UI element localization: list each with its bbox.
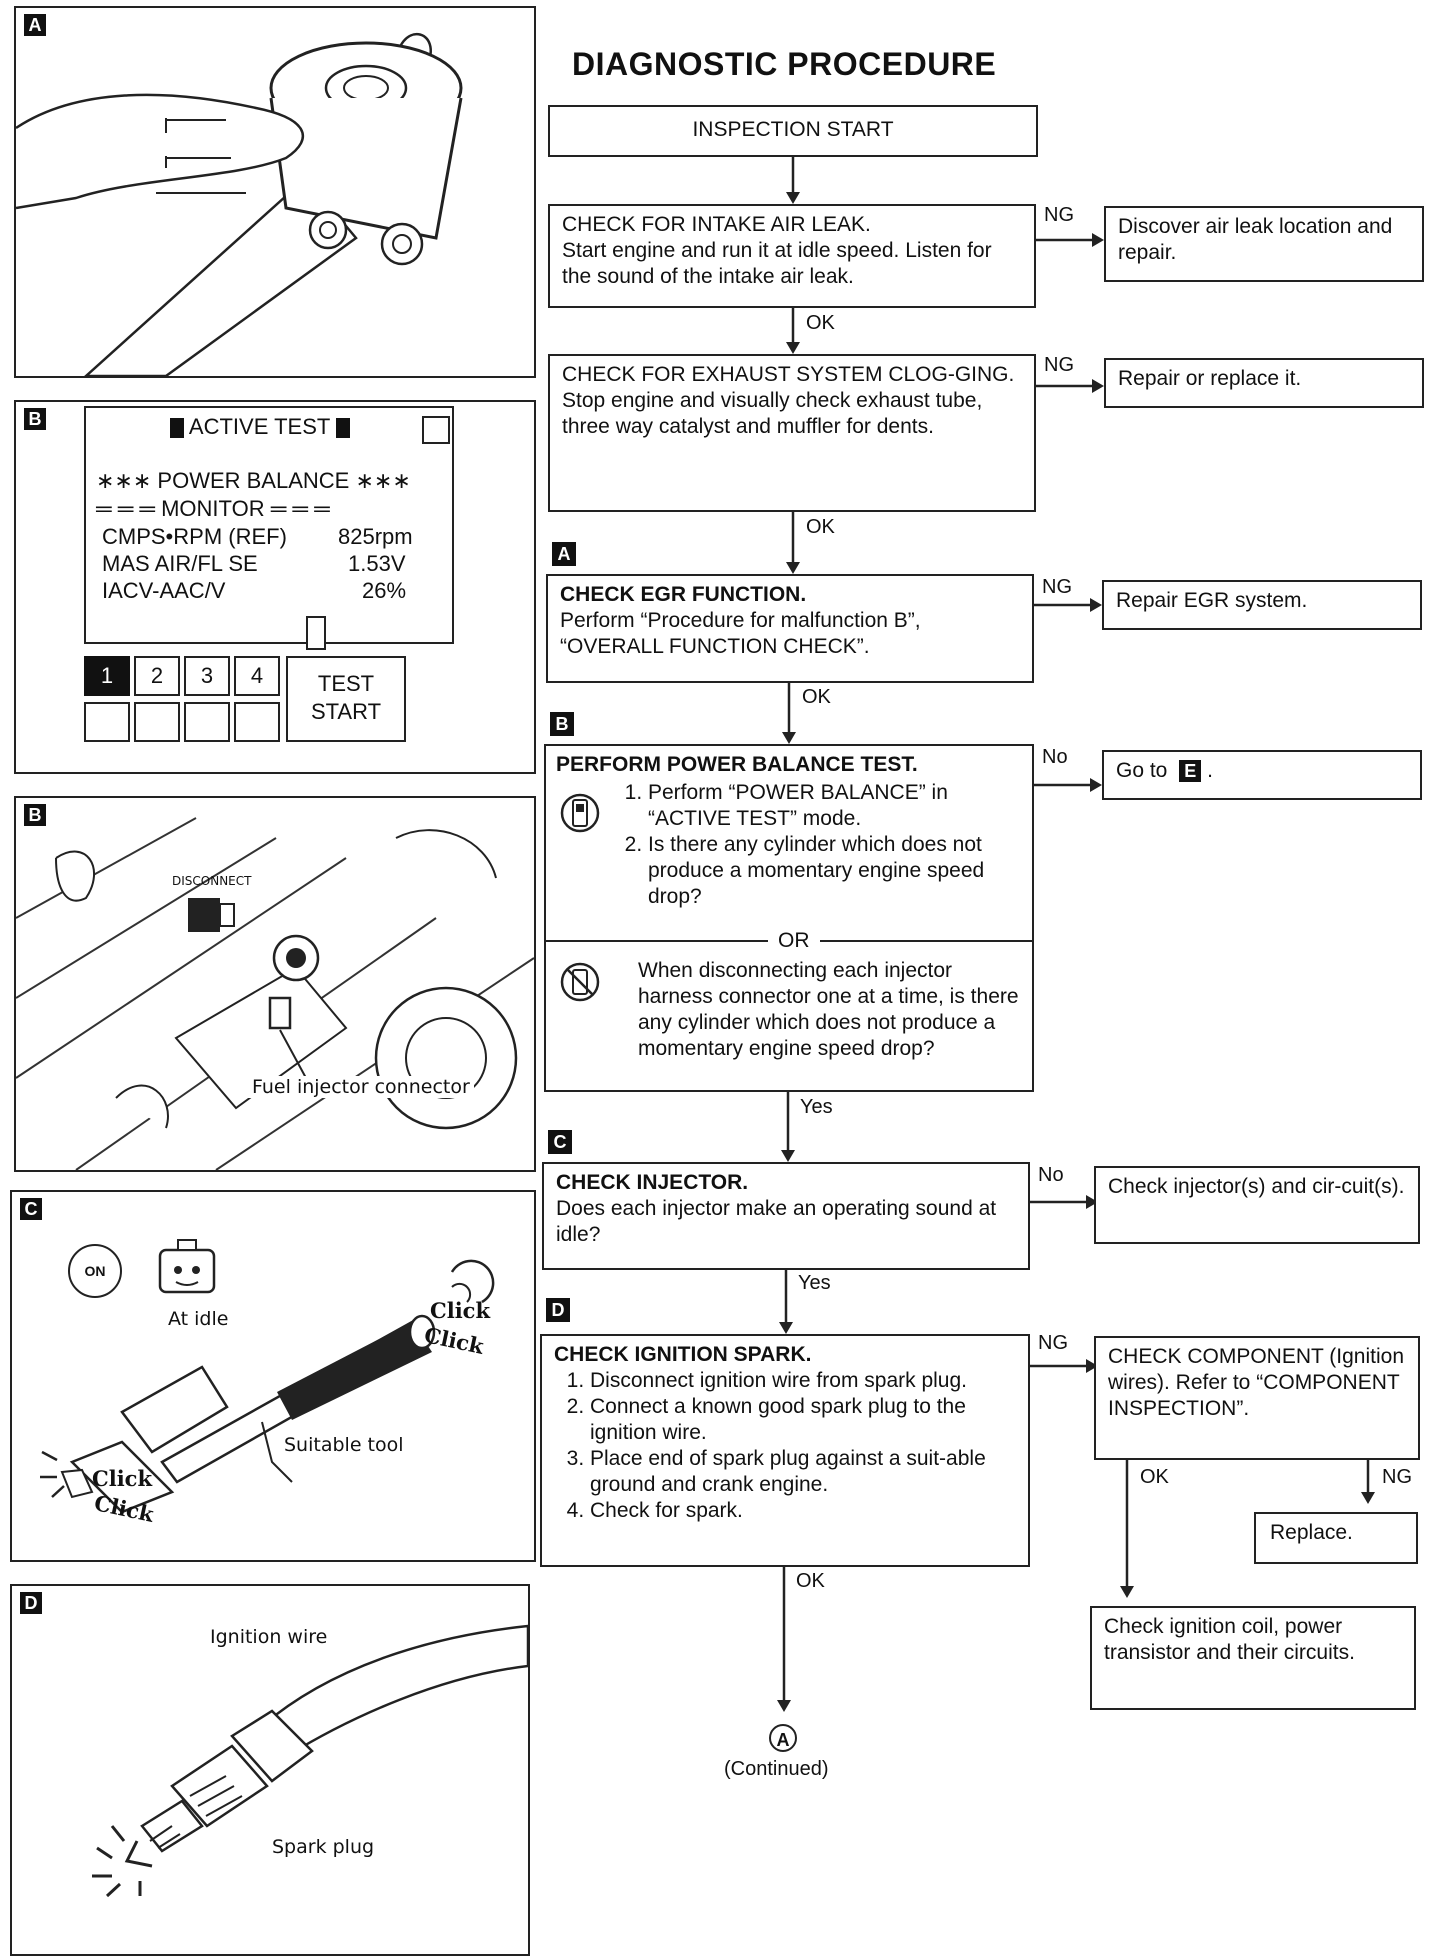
key-2-button[interactable] bbox=[134, 656, 180, 696]
step-title: CHECK FOR INTAKE AIR LEAK. bbox=[562, 213, 871, 236]
panel-a bbox=[14, 6, 536, 378]
finger-pointer-icon bbox=[306, 616, 326, 650]
step-item: 2. Is there any cylinder which does not produce a momentary engine speed drop? bbox=[648, 832, 1022, 910]
screen-checkbox[interactable] bbox=[422, 416, 450, 444]
consult-screen bbox=[84, 406, 454, 644]
monitor-name: IACV-AAC/V bbox=[102, 578, 226, 603]
key-blank-button[interactable] bbox=[84, 702, 130, 742]
ok-label: OK bbox=[802, 686, 831, 708]
disconnect-label: DISCONNECT bbox=[172, 874, 252, 888]
action-text: Discover air leak location and repair. bbox=[1118, 215, 1393, 264]
ok-label: OK bbox=[806, 516, 835, 538]
ignition-steps bbox=[554, 1368, 1016, 1524]
continued-label: (Continued) bbox=[724, 1758, 829, 1780]
ng-label: NG bbox=[1042, 576, 1072, 598]
fuel-injector-caption: Fuel injector connector bbox=[248, 1076, 474, 1098]
injector-tool-illustration bbox=[12, 1192, 534, 1560]
action-text: Repair or replace it. bbox=[1118, 367, 1302, 390]
key-label: 4 bbox=[250, 663, 264, 688]
key-blank-button[interactable] bbox=[184, 702, 230, 742]
step-title: CHECK FOR EXHAUST SYSTEM CLOG-GING. bbox=[562, 363, 1015, 386]
spark-plug-label: Spark plug bbox=[272, 1836, 375, 1858]
key-3-button[interactable] bbox=[184, 656, 230, 696]
suitable-tool-label: Suitable tool bbox=[284, 1434, 404, 1456]
action-text: Go to bbox=[1116, 759, 1168, 782]
test-label: TEST bbox=[317, 671, 375, 696]
header-block-icon bbox=[336, 418, 350, 438]
panel-tag: D bbox=[20, 1592, 42, 1614]
ok-label: OK bbox=[796, 1570, 825, 1592]
click-label: Click bbox=[92, 1490, 156, 1527]
action-text: Check ignition coil, power transistor and their circuits. bbox=[1104, 1615, 1355, 1664]
at-idle-label: At idle bbox=[168, 1308, 229, 1330]
click-label: Click bbox=[92, 1466, 153, 1491]
page-title: DIAGNOSTIC PROCEDURE bbox=[572, 46, 997, 82]
ok-label: OK bbox=[1140, 1466, 1169, 1488]
continued-symbol bbox=[769, 1724, 797, 1752]
or-label: OR bbox=[768, 928, 820, 954]
step-body: Does each injector make an operating sound at idle? bbox=[556, 1197, 997, 1246]
step-item: 2. Connect a known good spark plug to the ignition wire. bbox=[590, 1394, 1016, 1446]
step-title: CHECK IGNITION SPARK. bbox=[554, 1343, 812, 1366]
go-to-tag: E bbox=[1179, 760, 1201, 782]
key-label: 1 bbox=[100, 663, 114, 688]
step-title: CHECK EGR FUNCTION. bbox=[560, 583, 807, 606]
screen-header-text: ACTIVE TEST bbox=[188, 414, 330, 439]
monitor-value: 1.53V bbox=[348, 551, 406, 576]
egr-valve-illustration bbox=[16, 8, 534, 376]
panel-d bbox=[10, 1584, 530, 1956]
ignition-on-label: ON bbox=[84, 1263, 106, 1279]
action-replace bbox=[1254, 1512, 1418, 1564]
key-1-button[interactable] bbox=[84, 656, 130, 696]
flow-tag-d: D bbox=[546, 1298, 570, 1322]
monitor-name: MAS AIR/FL SE bbox=[102, 551, 258, 576]
monitor-name: CMPS•RPM (REF) bbox=[102, 524, 287, 549]
action-text: Check injector(s) and cir-cuit(s). bbox=[1108, 1175, 1405, 1198]
click-label: Click bbox=[430, 1298, 491, 1323]
consult-icon bbox=[560, 788, 600, 838]
action-text: Replace. bbox=[1270, 1521, 1353, 1544]
ignition-wire-label: Ignition wire bbox=[210, 1626, 328, 1648]
step-title: PERFORM POWER BALANCE TEST. bbox=[556, 753, 918, 776]
ng-label: NG bbox=[1382, 1466, 1412, 1488]
monitor-row bbox=[102, 524, 442, 550]
action-repair-egr bbox=[1102, 580, 1422, 630]
panel-tag: A bbox=[24, 14, 46, 36]
go-to-suffix: . bbox=[1207, 759, 1213, 782]
step-intake-air-leak bbox=[548, 204, 1036, 308]
action-check-ignition-coil bbox=[1090, 1606, 1416, 1710]
test-start-button[interactable] bbox=[286, 656, 406, 742]
no-label: No bbox=[1038, 1164, 1064, 1186]
ng-label: NG bbox=[1044, 354, 1074, 376]
screen-line-2: ═ ═ ═ MONITOR ═ ═ ═ bbox=[96, 496, 330, 521]
no-label: No bbox=[1042, 746, 1068, 768]
key-label: 3 bbox=[200, 663, 214, 688]
step-body: Perform “Procedure for malfunction B”, “OVERALL FUNCTION CHECK”. bbox=[560, 609, 921, 658]
inspection-start-box bbox=[548, 105, 1038, 157]
inspection-start-label: INSPECTION START bbox=[692, 118, 894, 141]
yes-label: Yes bbox=[800, 1096, 833, 1118]
ng-label: NG bbox=[1038, 1332, 1068, 1354]
monitor-value: 26% bbox=[362, 578, 407, 603]
step-exhaust-clogging bbox=[548, 354, 1036, 512]
panel-c bbox=[10, 1190, 536, 1562]
monitor-row bbox=[102, 578, 442, 604]
step-body: Start engine and run it at idle speed. Listen for the sound of the intake air leak. bbox=[562, 239, 992, 288]
key-label: 2 bbox=[150, 663, 164, 688]
panel-tag: C bbox=[20, 1198, 42, 1220]
panel-b-engine bbox=[14, 796, 536, 1172]
step-check-injector bbox=[542, 1162, 1030, 1270]
key-blank-button[interactable] bbox=[234, 702, 280, 742]
or-divider bbox=[546, 928, 1032, 954]
step-body: Stop engine and visually check exhaust tube, three way catalyst and muffler for dents. bbox=[562, 389, 983, 438]
action-check-injectors bbox=[1094, 1166, 1420, 1244]
panel-b-consult bbox=[14, 400, 536, 774]
key-4-button[interactable] bbox=[234, 656, 280, 696]
flow-tag-c: C bbox=[548, 1130, 572, 1154]
alternative-text: When disconnecting each injector harness connector one at a time, is there any cylinder which does not produce a momentary engine speed drop? bbox=[638, 959, 1019, 1060]
action-repair-replace bbox=[1104, 358, 1424, 408]
action-go-to-e bbox=[1102, 750, 1422, 800]
action-text: Repair EGR system. bbox=[1116, 589, 1308, 612]
action-check-component bbox=[1094, 1336, 1420, 1460]
key-blank-button[interactable] bbox=[134, 702, 180, 742]
ng-label: NG bbox=[1044, 204, 1074, 226]
yes-label: Yes bbox=[798, 1272, 831, 1294]
continued-symbol-letter: A bbox=[776, 1730, 790, 1750]
monitor-row bbox=[102, 551, 442, 577]
step-item: 4. Check for spark. bbox=[590, 1498, 1016, 1524]
engine-bay-illustration bbox=[16, 798, 534, 1170]
step-ignition-spark bbox=[540, 1334, 1030, 1567]
power-balance-steps bbox=[614, 780, 1022, 910]
step-item: 3. Place end of spark plug against a suit-able ground and crank engine. bbox=[590, 1446, 1016, 1498]
step-title: CHECK INJECTOR. bbox=[556, 1171, 749, 1194]
panel-tag: B bbox=[24, 408, 46, 430]
step-power-balance bbox=[544, 744, 1034, 1092]
action-text: CHECK COMPONENT (Ignition wires). Refer to “COMPONENT INSPECTION”. bbox=[1108, 1345, 1405, 1420]
ok-label: OK bbox=[806, 312, 835, 334]
start-label: START bbox=[310, 699, 382, 724]
panel-tag: B bbox=[24, 804, 46, 826]
header-block-icon bbox=[170, 418, 184, 438]
step-item: 1. Perform “POWER BALANCE” in “ACTIVE TEST” mode. bbox=[648, 780, 1022, 832]
screen-header bbox=[170, 414, 350, 440]
flow-tag-a: A bbox=[552, 542, 576, 566]
click-label: Click bbox=[422, 1322, 486, 1359]
action-air-leak-repair bbox=[1104, 206, 1424, 282]
screen-line-1: ∗∗∗ POWER BALANCE ∗∗∗ bbox=[96, 468, 411, 493]
step-egr-function bbox=[546, 574, 1034, 683]
monitor-value: 825rpm bbox=[338, 524, 413, 549]
no-tool-icon bbox=[560, 960, 600, 1004]
flow-tag-b: B bbox=[550, 712, 574, 736]
step-item: 1. Disconnect ignition wire from spark plug. bbox=[590, 1368, 1016, 1394]
